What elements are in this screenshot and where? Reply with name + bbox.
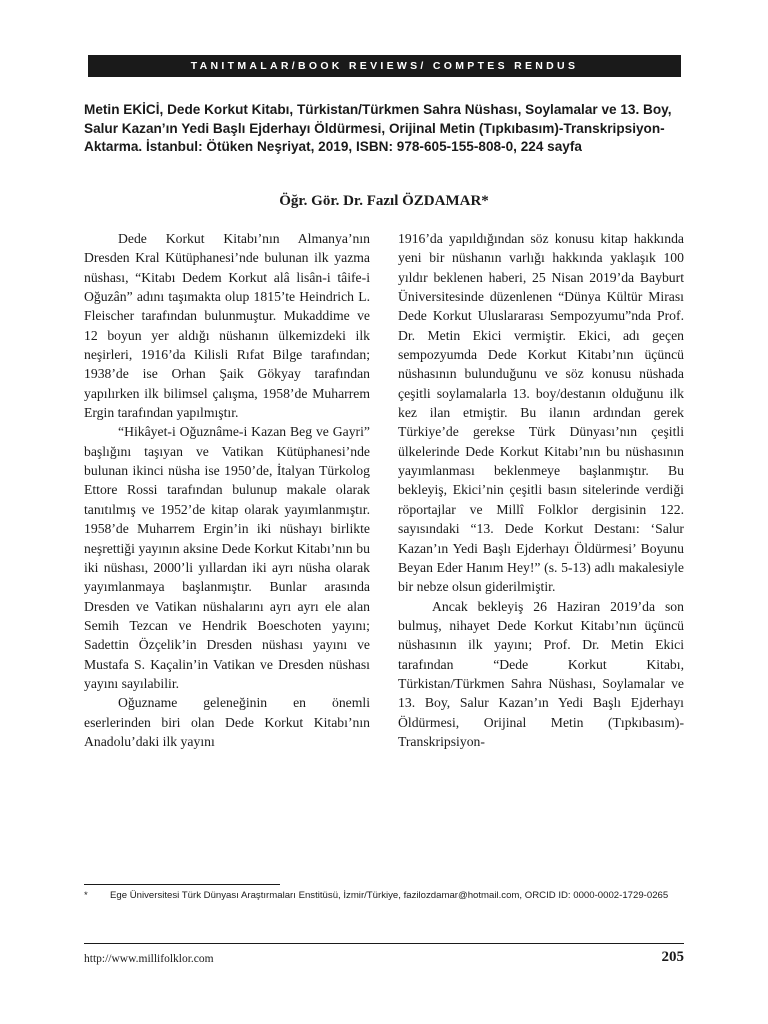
review-title: Metin EKİCİ, Dede Korkut Kitabı, Türkistan/Türkmen Sahra Nüshası, Soylamalar ve 13. Boy, Salur Kazan’ın Yedi Başlı Ejderhayı Öldürmesi, Orijinal Metin (Tıpkıbasım)-Transkripsiyon-Aktarma. İstanbul: Ötüken Neşriyat, 2019, ISBN: 978-605-155-808-0, 224 sayfa xyxy=(84,102,672,155)
footnote-divider xyxy=(84,884,280,885)
footnote-text: Ege Üniversitesi Türk Dünyası Araştırmaları Enstitüsü, İzmir/Türkiye, fazilozdamar@hotmail.com, ORCID ID: 0000-0002-1729-0265 xyxy=(110,890,669,901)
body-paragraph: Dede Korkut Kitabı’nın Almanya’nın Dresden Kral Kütüphanesi’nde bulunan ilk yazma nüshası, “Kitabı Dedem Korkut alâ lisân-i tâife-i Oğuzân” adını taşımakta olup 1815’te Heindrich L. Fleischer tarafından bulunmuştur. Mukaddime ve 12 boyun yer aldığı nüshanın ülkemizdeki ilk neşirleri, 1916’da Kilisli Rıfat Bilge tarafından; 1938’de ise Orhan Şaik Gökyay tarafından yapılırken ilk bilimsel çalışma, 1958’de Muharrem Ergin tarafından yapılmıştır. xyxy=(84,231,370,421)
body-paragraph: Ancak bekleyiş 26 Haziran 2019’da son bulmuş, nihayet Dede Korkut Kitabı’nın üçüncü nüshasının ilk yayını; Prof. Dr. Metin Ekici tarafından “Dede Korkut Kitabı, Türkistan/Türkmen Sahra Nüshası, Soylamalar ve 13. Boy, Salur Kazan’ın Yedi Başlı Ejderhayı Öldürmesi, Orijinal Metin (Tıpkıbasım)-Transkripsiyon- xyxy=(398,598,684,749)
footnote-marker: * xyxy=(84,890,88,901)
page-number: 205 xyxy=(661,949,684,965)
journal-url-link[interactable]: http://www.millifolklor.com xyxy=(84,953,214,965)
review-author: Öğr. Gör. Dr. Fazıl ÖZDAMAR* xyxy=(279,193,489,209)
text-column-left xyxy=(84,229,370,751)
body-paragraph: 1916’da yapıldığından söz konusu kitap hakkında yeni bir nüshanın varlığı hakkında yaklaşık 100 yıldır beklenen haberi, 25 Nisan 2019’da Bayburt Üniversitesinde düzenlenen “Dünya Kültür Mirası Dede Korkut Uluslararası Sempozyumu”nda Prof. Dr. Metin Ekici vermiştir. Ekici, adı geçen sempozyumda Dede Korkut Kitabı’nın üçüncü nüshasının bulunduğunu ve söz konusu nüshada çeşitli soylamalarla 13. boy/destanın olduğunu ilk kez ilan etmiştir. Bu ilanın ardından gerek Türkiye’de gerekse Türk Dünyası’nın çeşitli ülkelerinde Dede Korkut Kitabı’nın bu nüshasının yayımlanması beklenmeye başlanmıştır. Bu bekleyiş, Ekici’nin çeşitli basın sitelerinde verdiği röportajlar ve Millî Folklor dergisinin 122. sayısındaki “13. Dede Korkut Destanı: ‘Salur Kazan’ın Yedi Başlı Ejderhayı Öldürmesi’ Boyunu Beyan Eder Hanım Hey!” (s. 5-13) adlı makalesiyle bir nebze olsun giderilmiştir. xyxy=(398,231,684,595)
text-column-right xyxy=(398,229,684,751)
body-paragraph: “Hikâyet-i Oğuznâme-i Kazan Beg ve Gayri” başlığını taşıyan ve Vatikan Kütüphanesi’nde bulunan ikinci nüsha ise 1950’de, İtalyan Türkolog Ettore Rossi tarafından bulunup makale olarak tanıtılmış ve 1952’de kitap olarak yayımlanmıştır. 1958’de Muharrem Ergin’in iki nüshayı birlikte neşrettiği yayının aksine Dede Korkut Kitabı’nın bu iki nüshası, 2000’li yıllardan iki ayrı nüsha olarak yayımlanmaya başlanmıştır. Bunlar arasında Dresden ve Vatikan nüshalarını ayrı ayrı ele alan Semih Tezcan ve Hendrik Boeschoten yayını; Sadettin Özçelik’in Dresden nüshası yayını ve Mustafa S. Kaçalin’in Vatikan ve Dresden nüshası yayını sayılabilir. xyxy=(84,424,370,691)
section-label: TANITMALAR/BOOK REVIEWS/ COMPTES RENDUS xyxy=(190,60,579,72)
body-paragraph: Oğuzname geleneğinin en önemli eserlerinden biri olan Dede Korkut Kitabı’nın Anadolu’daki ilk yayını xyxy=(84,695,370,749)
section-header-bar xyxy=(88,55,681,77)
footer-divider xyxy=(84,943,684,944)
footnote xyxy=(84,889,684,903)
